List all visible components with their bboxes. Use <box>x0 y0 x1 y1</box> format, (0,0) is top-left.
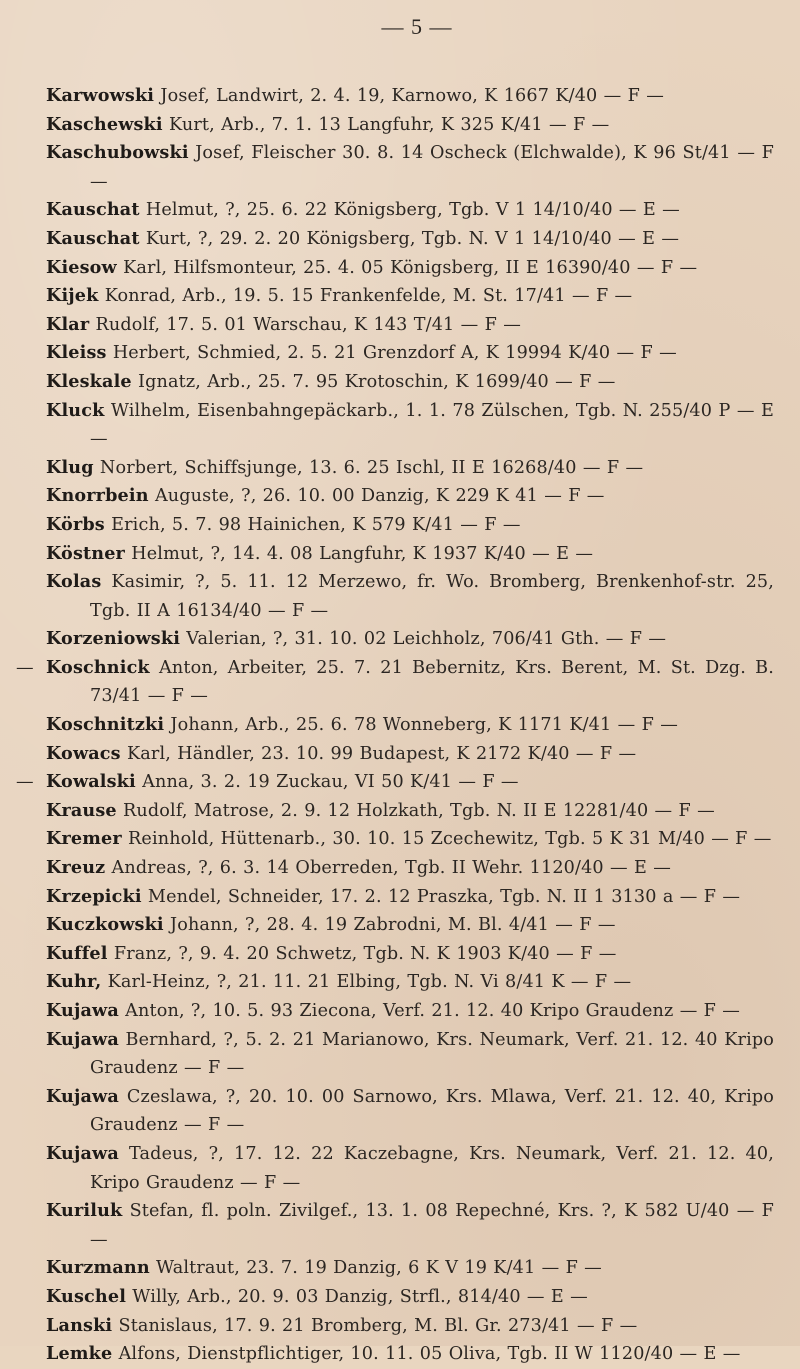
list-item <box>20 625 774 654</box>
entry-surname: Kuczkowski <box>46 914 164 936</box>
entry-surname: Kleiss <box>46 342 107 364</box>
entry-surname: Kauschat <box>46 199 140 221</box>
entry-surname: Körbs <box>46 513 105 535</box>
entry-surname: Kuffel <box>46 942 108 964</box>
entry-list <box>16 82 774 1369</box>
entry-details: Alfons, Dienstpflichtiger, 10. 11. 05 Oliva, Tgb. II W 1120/40 — E — <box>118 1344 741 1365</box>
entry-details: Franz, ?, 9. 4. 20 Schwetz, Tgb. N. K 1903 K/40 — F — <box>113 943 617 964</box>
entry-details: Johann, ?, 28. 4. 19 Zabrodni, M. Bl. 4/41 — F — <box>170 915 616 936</box>
entry-details: Josef, Landwirt, 2. 4. 19, Karnowo, K 1667 K/40 — F — <box>160 86 664 106</box>
entry-surname: Köstner <box>46 542 125 564</box>
entry-details: Valerian, ?, 31. 10. 02 Leichholz, 706/41 Gth. — F — <box>186 629 667 650</box>
entry-surname: Koschnick <box>46 656 150 678</box>
list-item <box>20 1283 774 1312</box>
entry-surname: Kurzmann <box>46 1257 150 1279</box>
list-item <box>20 111 774 140</box>
list-item <box>20 568 774 625</box>
entry-surname: Kuschel <box>46 1285 127 1307</box>
entry-details: Anton, ?, 10. 5. 93 Ziecona, Verf. 21. 12. 40 Kripo Graudenz — F — <box>125 1001 741 1021</box>
entry-details: Tadeus, ?, 17. 12. 22 Kaczebagne, Krs. Neumark, Verf. 21. 12. 40, Kripo Graudenz — F — <box>90 1143 774 1193</box>
list-item <box>20 82 774 111</box>
entry-surname: Lanski <box>46 1314 113 1336</box>
list-item <box>20 397 774 454</box>
entry-surname: Lemke <box>46 1343 113 1365</box>
list-item <box>20 1254 774 1283</box>
list-item <box>20 1083 774 1140</box>
list-item <box>20 254 774 283</box>
margin-mark: — <box>16 657 34 678</box>
list-item <box>20 911 774 940</box>
entry-surname: Kauschat <box>46 227 140 249</box>
list-item <box>20 968 774 997</box>
entry-details: Waltraut, 23. 7. 19 Danzig, 6 K V 19 K/41 — F — <box>156 1258 602 1279</box>
entry-details: Konrad, Arb., 19. 5. 15 Frankenfelde, M. St. 17/41 — F — <box>104 286 633 307</box>
list-item <box>20 940 774 969</box>
entry-surname: Kujawa <box>46 1000 119 1021</box>
entry-details: Helmut, ?, 14. 4. 08 Langfuhr, K 1937 K/40 — E — <box>131 543 594 564</box>
entry-surname: Kowalski <box>46 771 136 793</box>
entry-details: Rudolf, Matrose, 2. 9. 12 Holzkath, Tgb. N. II E 12281/40 — F — <box>123 800 715 821</box>
entry-details: Kasimir, ?, 5. 11. 12 Merzewo, fr. Wo. Bromberg, Brenkenhof-str. 25, Tgb. II A 16134/40 — F — <box>90 572 774 621</box>
list-item <box>20 797 774 826</box>
entry-details: Stanislaus, 17. 9. 21 Bromberg, M. Bl. Gr. 273/41 — F — <box>118 1315 638 1336</box>
entry-details: Andreas, ?, 6. 3. 14 Oberreden, Tgb. II Wehr. 1120/40 — E — <box>111 858 671 879</box>
entry-details: Karl-Heinz, ?, 21. 11. 21 Elbing, Tgb. N. Vi 8/41 K — F — <box>107 972 632 993</box>
list-item <box>16 654 774 711</box>
list-item <box>20 339 774 368</box>
entry-surname: Klug <box>46 456 94 478</box>
entry-details: Anton, Arbeiter, 25. 7. 21 Bebernitz, Krs. Berent, M. St. Dzg. B. 73/41 — F — <box>90 657 774 707</box>
entry-surname: Kijek <box>46 285 99 307</box>
entry-surname: Krause <box>46 799 117 821</box>
margin-mark: — <box>16 772 34 793</box>
entry-surname: Kremer <box>46 828 122 850</box>
entry-surname: Kleskale <box>46 370 132 392</box>
entry-details: Josef, Fleischer 30. 8. 14 Oscheck (Elchwalde), K 96 St/41 — F — <box>90 143 774 192</box>
list-item <box>20 282 774 311</box>
page-number: — 5 — <box>381 14 453 39</box>
list-item <box>16 768 774 797</box>
entry-surname: Kuriluk <box>46 1200 123 1222</box>
entry-surname: Kreuz <box>46 857 106 879</box>
entry-details: Willy, Arb., 20. 9. 03 Danzig, Strfl., 814/40 — E — <box>132 1286 588 1307</box>
list-item <box>20 454 774 483</box>
list-item <box>20 883 774 912</box>
entry-details: Bernhard, ?, 5. 2. 21 Marianowo, Krs. Neumark, Verf. 21. 12. 40 Kripo Graudenz — F — <box>90 1029 774 1079</box>
entry-details: Kurt, Arb., 7. 1. 13 Langfuhr, K 325 K/41 — F — <box>168 114 610 135</box>
entry-details: Karl, Hilfsmonteur, 25. 4. 05 Königsberg, II E 16390/40 — F — <box>123 257 698 278</box>
entry-surname: Knorrbein <box>46 485 149 507</box>
entry-surname: Kujawa <box>46 1085 119 1107</box>
list-item <box>20 997 774 1026</box>
list-item <box>20 1026 774 1083</box>
entry-details: Auguste, ?, 26. 10. 00 Danzig, K 229 K 41 — F — <box>154 486 605 507</box>
entry-details: Rudolf, 17. 5. 01 Warschau, K 143 T/41 — F — <box>95 314 521 335</box>
list-item <box>20 1312 774 1341</box>
entry-details: Norbert, Schiffsjunge, 13. 6. 25 Ischl, II E 16268/40 — F — <box>99 457 644 478</box>
entry-surname: Kujawa <box>46 1142 119 1164</box>
entry-surname: Kolas <box>46 571 102 593</box>
list-item <box>20 139 774 196</box>
entry-details: Kurt, ?, 29. 2. 20 Königsberg, Tgb. N. V 1 14/10/40 — E — <box>145 228 680 249</box>
entry-surname: Koschnitzki <box>46 714 165 736</box>
entry-surname: Kuhr, <box>46 971 102 993</box>
entry-surname: Kujawa <box>46 1028 119 1050</box>
entry-surname: Kluck <box>46 399 105 421</box>
list-item <box>20 711 774 740</box>
list-item <box>20 511 774 540</box>
entry-surname: Korzeniowski <box>46 628 181 650</box>
entry-details: Karl, Händler, 23. 10. 99 Budapest, K 2172 K/40 — F — <box>126 743 637 764</box>
entry-details: Wilhelm, Eisenbahngepäckarb., 1. 1. 78 Zülschen, Tgb. N. 255/40 P — E — <box>90 400 774 450</box>
entry-details: Mendel, Schneider, 17. 2. 12 Praszka, Tgb. N. II 1 3130 a — F — <box>147 886 741 907</box>
list-item <box>20 1340 774 1369</box>
entry-surname: Kaschewski <box>46 113 163 135</box>
list-item <box>20 825 774 854</box>
list-item <box>20 854 774 883</box>
entry-details: Anna, 3. 2. 19 Zuckau, VI 50 K/41 — F — <box>142 772 519 793</box>
list-item <box>20 540 774 569</box>
list-item <box>20 225 774 254</box>
entry-details: Johann, Arb., 25. 6. 78 Wonneberg, K 1171 K/41 — F — <box>170 715 678 736</box>
list-item <box>20 311 774 340</box>
list-item <box>20 1140 774 1197</box>
entry-surname: Kaschubowski <box>46 142 189 164</box>
entry-details: Stefan, fl. poln. Zivilgef., 13. 1. 08 Repechné, Krs. ?, K 582 U/40 — F — <box>90 1201 774 1250</box>
list-item <box>20 1197 774 1254</box>
entry-details: Herbert, Schmied, 2. 5. 21 Grenzdorf A, K 19994 K/40 — F — <box>112 343 677 364</box>
list-item <box>20 482 774 511</box>
entry-details: Reinhold, Hüttenarb., 30. 10. 15 Zcechewitz, Tgb. 5 K 31 M/40 — F — <box>127 829 772 850</box>
entry-details: Czeslawa, ?, 20. 10. 00 Sarnowo, Krs. Mlawa, Verf. 21. 12. 40, Kripo Graudenz — F — <box>90 1086 774 1136</box>
entry-surname: Karwowski <box>46 85 155 106</box>
list-item <box>20 740 774 769</box>
list-item <box>20 196 774 225</box>
entry-surname: Kiesow <box>46 256 117 278</box>
entry-details: Erich, 5. 7. 98 Hainichen, K 579 K/41 — F — <box>111 514 521 535</box>
entry-surname: Klar <box>46 313 90 335</box>
entry-surname: Krzepicki <box>46 885 142 907</box>
entry-details: Ignatz, Arb., 25. 7. 95 Krotoschin, K 1699/40 — F — <box>138 371 616 392</box>
list-item <box>20 368 774 397</box>
entry-details: Helmut, ?, 25. 6. 22 Königsberg, Tgb. V 1 14/10/40 — E — <box>145 200 680 221</box>
entry-surname: Kowacs <box>46 742 121 764</box>
